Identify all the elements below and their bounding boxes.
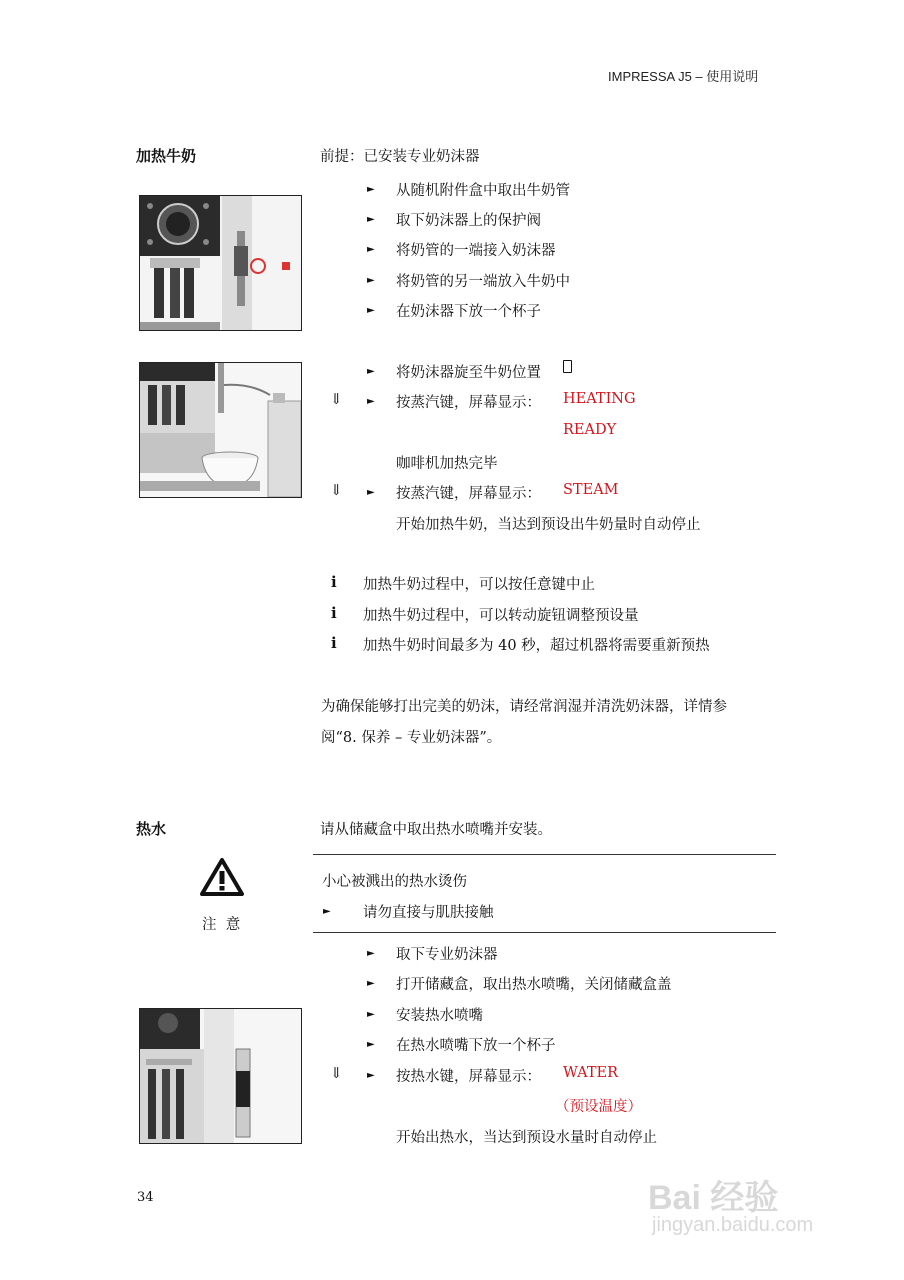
- press-water-text: 按热水键，屏幕显示：: [396, 1069, 541, 1085]
- info-text: 加热牛奶过程中，可以按任意键中止: [363, 577, 595, 593]
- warning-label: 注 意: [202, 917, 241, 933]
- step-item: 在奶沫器下放一个杯子: [396, 304, 541, 320]
- milk-position-icon: [563, 360, 572, 373]
- running-header: IMPRESSA J5 – 使用说明: [608, 69, 759, 84]
- display-temp: （预设温度）: [555, 1099, 642, 1115]
- watermark-brand: Bai 经验: [648, 1179, 779, 1217]
- start-heating-text: 开始加热牛奶，当达到预设出牛奶量时自动停止: [396, 517, 701, 533]
- bullet-arrow: ►: [367, 978, 375, 989]
- warning-item: 请勿直接与肌肤接触: [363, 905, 494, 921]
- info-icon: i: [331, 634, 337, 652]
- milk-heating-illustration: [139, 362, 302, 498]
- heated-text: 咖啡机加热完毕: [396, 456, 498, 472]
- note-line-1: 为确保能够打出完美的奶沫，请经常润湿并清洗奶沫器，详情参: [321, 699, 727, 715]
- step-item: 在热水喷嘴下放一个杯子: [396, 1038, 556, 1054]
- section-title-milk: 加热牛奶: [136, 147, 197, 165]
- bullet-arrow: ►: [367, 366, 375, 377]
- warning-icon: [199, 857, 245, 901]
- display-steam: STEAM: [563, 482, 619, 498]
- warning-title: 小心被溅出的热水烫伤: [322, 874, 467, 890]
- bullet-arrow: ►: [367, 1009, 375, 1020]
- divider-bottom: [313, 932, 776, 933]
- info-text: 加热牛奶时间最多为 40 秒，超过机器将需要重新预热: [363, 638, 710, 654]
- bullet-arrow: ►: [367, 948, 375, 959]
- step-item: 安装热水喷嘴: [396, 1008, 483, 1024]
- divider-top: [313, 854, 776, 855]
- bullet-arrow: ►: [367, 275, 375, 286]
- display-water: WATER: [563, 1065, 619, 1081]
- press-steam-text: 按蒸汽键，屏幕显示：: [396, 486, 541, 502]
- milk-frother-illustration: [139, 195, 302, 331]
- water-intro: 请从储藏盒中取出热水喷嘴并安装。: [320, 822, 552, 838]
- finger-press-icon: ⇓: [330, 1064, 343, 1082]
- bullet-arrow: ►: [367, 1039, 375, 1050]
- info-icon: i: [331, 573, 337, 591]
- bullet-arrow: ►: [367, 1070, 375, 1081]
- bullet-arrow: ►: [367, 244, 375, 255]
- bullet-arrow: ►: [367, 184, 375, 195]
- start-water-text: 开始出热水，当达到预设水量时自动停止: [396, 1130, 657, 1146]
- step-item: 打开储藏盒，取出热水喷嘴，关闭储藏盒盖: [396, 977, 672, 993]
- step-item: 将奶管的另一端放入牛奶中: [396, 274, 570, 290]
- watermark-url: jingyan.baidu.com: [652, 1214, 814, 1236]
- info-text: 加热牛奶过程中，可以转动旋钮调整预设量: [363, 608, 639, 624]
- page-number: 34: [137, 1190, 154, 1205]
- section-title-water: 热水: [136, 820, 167, 838]
- hot-water-illustration: [139, 1008, 302, 1144]
- bullet-arrow: ►: [367, 396, 375, 407]
- finger-press-icon: ⇓: [330, 481, 343, 499]
- bullet-arrow: ►: [367, 487, 375, 498]
- step-rotate: 将奶沫器旋至牛奶位置: [396, 365, 541, 381]
- press-steam-text: 按蒸汽键，屏幕显示：: [396, 395, 541, 411]
- bullet-arrow: ►: [367, 305, 375, 316]
- display-heating: HEATING: [563, 391, 636, 407]
- finger-press-icon: ⇓: [330, 390, 343, 408]
- info-icon: i: [331, 604, 337, 622]
- display-ready: READY: [563, 422, 617, 438]
- step-item: 将奶管的一端接入奶沫器: [396, 243, 556, 259]
- step-item: 取下奶沫器上的保护阀: [396, 213, 541, 229]
- milk-prerequisite: 前提：已安装专业奶沫器: [320, 149, 480, 165]
- bullet-arrow: ►: [367, 214, 375, 225]
- step-item: 从随机附件盒中取出牛奶管: [396, 183, 570, 199]
- step-item: 取下专业奶沫器: [396, 947, 498, 963]
- note-line-2: 阅“8. 保养 – 专业奶沫器”。: [321, 730, 502, 746]
- bullet-arrow: ►: [323, 906, 331, 917]
